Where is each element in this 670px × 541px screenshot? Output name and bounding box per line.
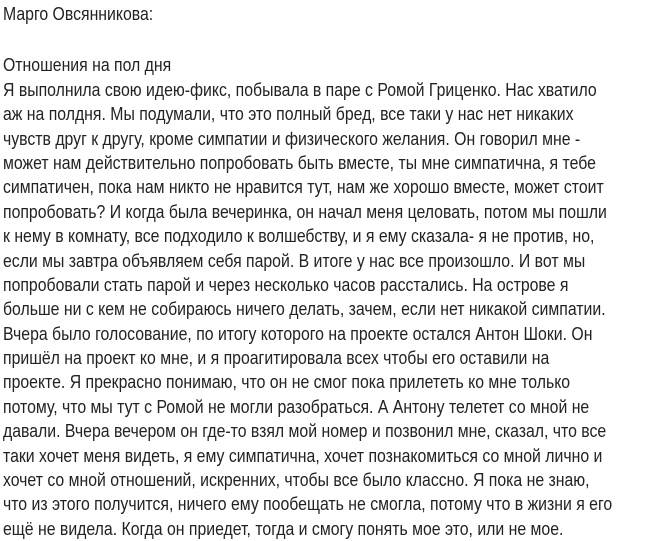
body-line: ещё не видела. Когда он приедет, тогда и смогу понять мое это, или не мое. [3, 517, 564, 539]
body-text [3, 78, 670, 541]
author-label: Марго Овсянникова: [3, 3, 154, 24]
body-line: попробовали стать парой и через несколько часов расстались. На острове я [3, 273, 569, 295]
body-line: аж на полдня. Мы подумали, что это полный бред, все таки у нас нет никаких [3, 103, 574, 125]
body-line: если мы завтра объявляем себя парой. В итоге у нас все произошло. И вот мы [3, 249, 586, 271]
body-line: попробовать? И когда была вечеринка, он начал меня целовать, потом мы пошли [3, 200, 607, 222]
body-line: Вчера было голосование, по итогу которого на проекте остался Антон Шоки. Он [3, 322, 593, 344]
body-line: давали. Вчера вечером он где-то взял мой номер и позвонил мне, сказал, что все [3, 420, 607, 442]
body-line: к нему в комнату, все подходило к волшебству, и я ему сказала- я не против, но, [3, 225, 595, 247]
body-line: Я выполнила свою идею-фикс, побывала в паре с Ромой Гриценко. Нас хватило [3, 78, 597, 100]
body-line: симпатичен, пока нам никто не нравится тут, нам же хорошо вместе, может стоит [3, 176, 604, 198]
document [3, 2, 670, 541]
body-line: больше ни с кем не собираюсь ничего делать, зачем, если нет никакой симпатии. [3, 298, 606, 320]
body-line: чувств друг к другу, кроме симпатии и физического желания. Он говорил мне - [3, 127, 581, 149]
body-line: хочет со мной отношений, искренних, чтобы все было классно. Я пока не знаю, [3, 469, 590, 491]
body-line: может нам действительно попробовать быть вместе, ты мне симпатична, я тебе [3, 151, 596, 173]
body-line: что из этого получится, ничего ему пообещать не смогла, потому что в жизни я его [3, 493, 613, 515]
body-line: таки хочет меня видеть, я ему симпатична, хочет познакомиться со мной лично и [3, 444, 603, 466]
body-line: проекте. Я прекрасно понимаю, что он не смог пока прилететь ко мне только [3, 371, 571, 393]
body-line: потому, что мы тут с Ромой не могли разобраться. А Антону телетет со мной не [3, 395, 590, 417]
body-line: пришёл на проект ко мне, и я проагитировала всех чтобы его оставили на [3, 347, 550, 369]
heading: Отношения на пол дня [3, 54, 172, 76]
blank-line [3, 26, 670, 53]
